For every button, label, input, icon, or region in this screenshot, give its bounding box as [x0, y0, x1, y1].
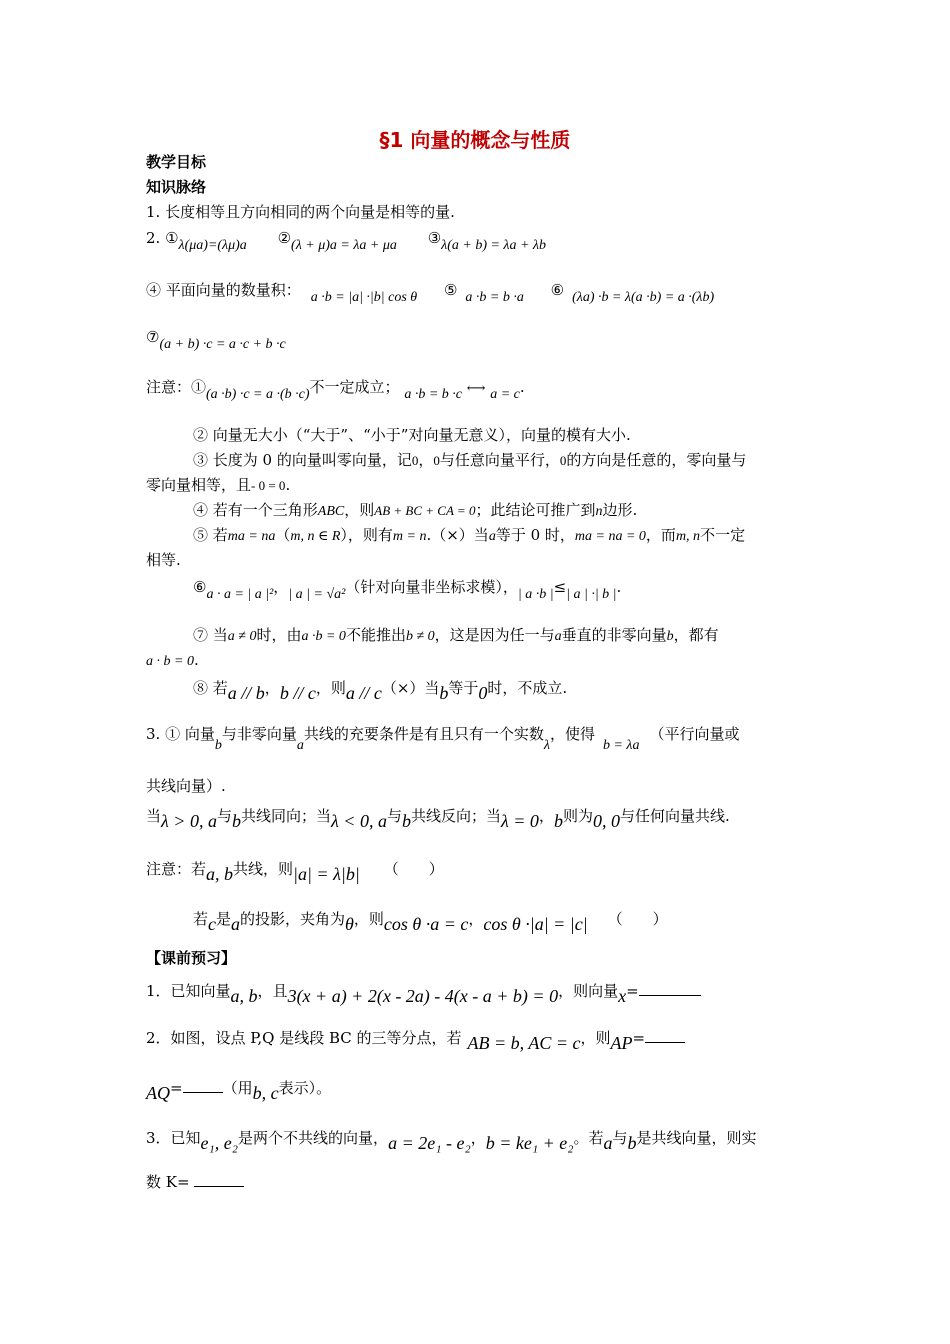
item-1: 1. 长度相等且方向相同的两个向量是相等的量. — [146, 203, 455, 221]
section-preview: 【课前预习】 — [146, 949, 237, 967]
section-knowledge: 知识脉络 — [146, 178, 207, 196]
note-collinear: 注意：若a, b共线，则|a| = λ|b| （ ） — [146, 860, 444, 884]
page-title: §1 向量的概念与性质 — [379, 128, 571, 152]
note-2: ② 向量无大小（“大于”、“小于”对向量无意义），向量的模有大小. — [193, 426, 631, 444]
question-3: 3．已知e₁, e₂是两个不共线的向量，a = 2e₁ - e₂，b = ke₁ + e₂。若a与b是共线向量，则实 — [146, 1129, 757, 1153]
item-3-cases: 当λ > 0, a与b共线同向；当λ < 0, a与b共线反向；当λ = 0，b则为0, 0与任何向量共线. — [146, 807, 730, 831]
item-3-collinear: 3. ① 向量b与非零向量a共线的充要条件是有且只有一个实数λ，使得b = λa（平行向量或 — [146, 725, 740, 753]
note-1: 注意：①(a ·b) ·c = a ·(b ·c)不一定成立； a ·b = b ·c ⟷ a = c. — [146, 378, 525, 402]
note-6: ⑥a · a = | a |²，| a | = √a²（针对向量非坐标求模），| a ·b |≤| a | ·| b |. — [193, 578, 622, 602]
note-projection: 若c是a的投影，夹角为θ，则cos θ ·a = c，cos θ ·|a| = |c| （ ） — [193, 910, 668, 934]
note-5-cont: 相等. — [146, 551, 181, 569]
question-2: 2．如图，设点 P,Q 是线段 BC 的三等分点，若 AB = b, AC = c，则AP= — [146, 1027, 685, 1048]
answer-blank-3[interactable] — [194, 1172, 244, 1187]
question-2-cont: AQ= （用b, c表示）。 — [146, 1079, 332, 1103]
double-arrow-icon: ⟷ — [466, 381, 486, 396]
question-3-cont: 数 K= — [146, 1172, 244, 1192]
item-3-cont: 共线向量）. — [146, 777, 226, 795]
answer-blank-2a[interactable] — [645, 1028, 685, 1043]
note-3-cont: 零向量相等，且- 0 = 0. — [146, 476, 291, 494]
note-4: ④ 若有一个三角形ABC，则AB + BC + CA = 0；此结论可推广到n边形. — [193, 501, 638, 519]
item-distributive: ⑦(a + b) ·c = a ·c + b ·c — [146, 328, 286, 352]
item-dot-product: ④ 平面向量的数量积： a ·b = |a| ·|b| cos θ ⑤ a ·b = b ·a ⑥ (λa) ·b = λ(a ·b) = a ·(λb) — [146, 281, 715, 305]
note-7-cont: a · b = 0. — [146, 651, 199, 669]
note-5: ⑤ 若ma = na（m, n ∈ R），则有m = n.（×）当a等于 0 时，ma = na = 0，而m, n不一定 — [193, 526, 746, 544]
note-7: ⑦ 当a ≠ 0时，由a ·b = 0不能推出b ≠ 0，这是因为任一与a垂直的非零向量b，都有 — [193, 626, 719, 644]
answer-blank-1[interactable] — [639, 981, 701, 996]
note-3: ③ 长度为 0 的向量叫零向量，记0，0与任意向量平行，0的方向是任意的，零向量与 — [193, 451, 747, 469]
item-2: 2. ①λ(μa)=(λμ)a ②(λ + μ)a = λa + μa ③λ(a + b) = λa + λb — [146, 229, 546, 253]
question-1: 1．已知向量a, b，且3(x + a) + 2(x - 2a) - 4(x - a + b) = 0，则向量x= — [146, 980, 701, 1001]
answer-blank-2b[interactable] — [183, 1078, 223, 1093]
note-8: ⑧ 若a // b，b // c，则a // c（×）当b等于0时，不成立. — [193, 679, 568, 703]
section-teaching-goals: 教学目标 — [146, 153, 207, 171]
